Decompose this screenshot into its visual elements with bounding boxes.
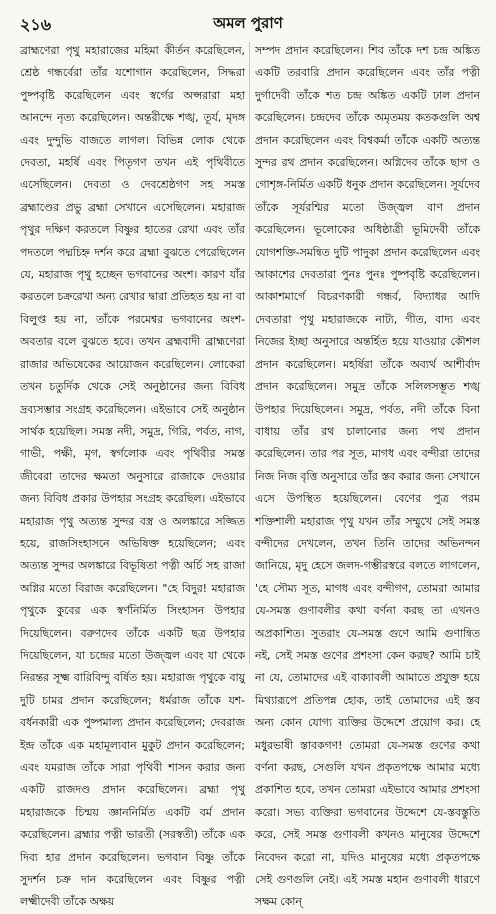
left-column (20, 40, 245, 909)
right-column (255, 40, 480, 909)
running-title: অমল পুরাণ (213, 14, 283, 32)
column-divider (249, 42, 250, 664)
left-column-text: ব্রাহ্মণেরা পৃথু মহারাজের মহিমা কীর্তন করেছিলেন, শ্রেষ্ঠ গন্ধর্বেরা তাঁর যশোগান করেছিলেন, সিদ্ধরা পুষ্পবৃষ্টি করেছিলেন এবং স্বর্গের অপ্সরারা মহা আনন্দে নৃত্য করেছিলেন। অন্তরীক্ষে শঙ্খ, তূর্য, মৃদঙ্গ এবং দুন্দুভি বাজতে লাগল। বিভিন্ন লোক থেকে দেবতা, মহর্ষি এবং পিতৃগণ তখন এই পৃথিবীতে এসেছিলেন। দেবতা ও দেবশ্রেষ্ঠগণ সহ সমস্ত ব্রহ্মাণ্ডের প্রভু ব্রহ্মা সেখানে এসেছিলেন। মহারাজ পৃথুর দক্ষিণ করতলে বিষ্ণুর হাতের রেখা এবং তাঁর পদতলে পদ্মচিহ্ন দর্শন করে ব্রহ্মা বুঝতে পেরেছিলেন যে, মহারাজ পৃথু হচ্ছেন ভগবানের অংশ। কারণ যাঁর করতলে চক্ররেখা অন্য রেখার দ্বারা প্রতিহত হয় না বা বিলুপ্ত হয় না, তাঁকে পরমেশ্বর ভগবানের অংশ-অবতার বলে বুঝতে হবে। তখন ব্রহ্মবাদী ব্রাহ্মণেরা রাজার অভিষেকের আয়োজন করেছিলেন। লোকেরা তখন চতুর্দিক থেকে সেই অনুষ্ঠানের জন্য বিবিধ দ্রব্যসম্ভার সংগ্রহ করেছিলেন। এইভাবে সেই অনুষ্ঠান সার্থক হয়েছিল। সমস্ত নদী, সমুদ্র, গিরি, পর্বত, নাগ, গাভী, পক্ষী, মৃগ, স্বর্গলোক এবং পৃথিবীর সমস্ত জীবেরা তাদের ক্ষমতা অনুসারে রাজাকে দেওয়ার জন্য বিবিধ প্রকার উপহার সংগ্রহ করেছিল। এইভাবে মহারাজ পৃথু অত্যন্ত সুন্দর বস্ত্র ও অলঙ্কারে সজ্জিত হয়ে, রাজসিংহাসনে অভিষিক্ত হয়েছিলেন; এবং অত্যন্ত সুন্দর অলঙ্কারে বিভূষিতা পত্নী অর্চি সহ রাজা অগ্নির মতো বিরাজ করেছিলেন। "হে বিদুর! মহারাজ পৃথুকে কুবের এক স্বর্ণনির্মিত সিংহাসন উপহার দিয়েছিলেন। বরুণদেব তাঁকে একটি ছত্র উপহার দিয়েছিলেন, যা চন্দ্রের মতো উজ্জ্বল এবং যা থেকে নিরন্তর সূক্ষ্ম বারিবিন্দু বর্ষিত হয়। মহারাজ পৃথুকে বায়ু দুটি চামর প্রদান করেছিলেন; ধর্মরাজ তাঁকে যশ-বর্ধনকারী এক পুষ্পমাল্য প্রদান করেছিলেন; দেবরাজ ইন্দ্র তাঁকে এক মহামূল্যবান মুকুট প্রদান করেছিলেন; এবং যমরাজ তাঁকে সারা পৃথিবী শাসন করার জন্য একটি রাজদণ্ড প্রদান করেছিলেন। ব্রহ্মা পৃথু মহারাজকে চিন্ময় জ্ঞাননির্মিত একটি বর্ম প্রদান করেছিলেন। ব্রহ্মার পত্নী ভারতী (সরস্বতী) তাঁকে এক দিব্য হার প্রদান করেছিলেন। ভগবান বিষ্ণু তাঁকে সুদর্শন চক্র দান করেছিলেন এবং বিষ্ণুর পত্নী লক্ষ্মীদেবী তাঁকে অক্ষয় (20, 44, 245, 909)
right-column-text: সম্পদ প্রদান করেছিলেন। শিব তাঁকে দশ চন্দ্র অঙ্কিত একটি তরবারি প্রদান করেছিলেন এবং তাঁর পত্নী দুর্গাদেবী তাঁকে শত চন্দ্র অঙ্কিত একটি ঢাল প্রদান করেছিলেন। চন্দ্রদেব তাঁকে অমৃতময় কতকগুলি অশ্ব প্রদান করেছিলেন এবং বিশ্বকর্মা তাঁকে একটি অত্যন্ত সুন্দর রথ প্রদান করেছিলেন। অগ্নিদেব তাঁকে ছাগ ও গোশৃঙ্গ-নির্মিত একটি ধনুক প্রদান করেছিলেন। সূর্যদেব তাঁকে সূর্যরশ্মির মতো উজ্জ্বল বাণ প্রদান করেছিলেন। ভূলোকের অধিষ্ঠাত্রী ভূমিদেবী তাঁকে যোগশক্তি-সমন্বিত দুটি পাদুকা প্রদান করেছিলেন এবং আকাশের দেবতারা পুনঃ পুনঃ পুষ্পবৃষ্টি করেছিলেন। আকাশমার্গে বিচরণকারী গন্ধর্ব, বিদ্যাধর আদি দেবতারা পৃথু মহারাজকে নাট্য, গীত, বাদ্য এবং নিজের ইচ্ছা অনুসারে অন্তর্হিত হয়ে যাওয়ার কৌশল প্রদান করেছিলেন। মহর্ষিরা তাঁকে অব্যর্থ আশীর্বাদ প্রদান করেছিলেন। সমুদ্র তাঁকে সলিলসম্ভূত শঙ্খ উপহার দিয়েছিলেন। সমুদ্র, পর্বত, নদী তাঁকে বিনা বাধায় তাঁর রথ চালানোর জন্য পথ প্রদান করেছিলেন। তার পর সূত, মাগধ এবং বন্দীরা তাদের নিজ নিজ বৃত্তি অনুসারে তাঁর স্তব করার জন্য সেখানে এসে উপস্থিত হয়েছিলেন। বেণের পুত্র পরম শক্তিশালী মহারাজ পৃথু যখন তাঁর সম্মুখে সেই সমস্ত বন্দীদের দেখলেন, তখন তিনি তাদের অভিনন্দন জানিয়ে, মৃদু হেসে জলদ-গম্ভীরস্বরে বলতে লাগলেন, 'হে সৌম্য সূত, মাগধ এবং বন্দীগণ, তোমরা আমার যে-সমস্ত গুণাবলীর কথা বর্ণনা করছ তা এখনও অপ্রকাশিত। সুতরাং যে-সমস্ত গুণে আমি গুণান্বিত নই, সেই সমস্ত গুণের প্রশংসা কেন করছ? আমি চাই না যে, তোমাদের এই বাক্যাবলী আমাতে প্রযুক্ত হয়ে মিথ্যারূপে প্রতিপন্ন হোক, তাই তোমাদের এই স্তব অন্য কোন যোগ্য ব্যক্তির উদ্দেশে প্রয়োগ কর। হে মধুরভাষী স্তাবকগণ! তোমরা যে-সমস্ত গুণের কথা বর্ণনা করছ, সেগুলি যখন প্রকৃতপক্ষে আমার মধ্যে প্রকাশিত হবে, তখন তোমরা এইভাবে আমার প্রশংসা করো। সভ্য ব্যক্তিরা ভগবানের উদ্দেশে যে-স্তবস্তুতি করে, সেই সমস্ত গুণাবলী কখনও মানুষের উদ্দেশে নিবেদন করো না, যদিও মানুষের মধ্যে প্রকৃতপক্ষে সেই গুণগুলি নেই। এই সমস্ত মহান গুণাবলী ধারণে সক্ষম কোন্ (255, 44, 480, 909)
page-number: ২১৬ (20, 15, 52, 34)
page-header (0, 10, 496, 36)
